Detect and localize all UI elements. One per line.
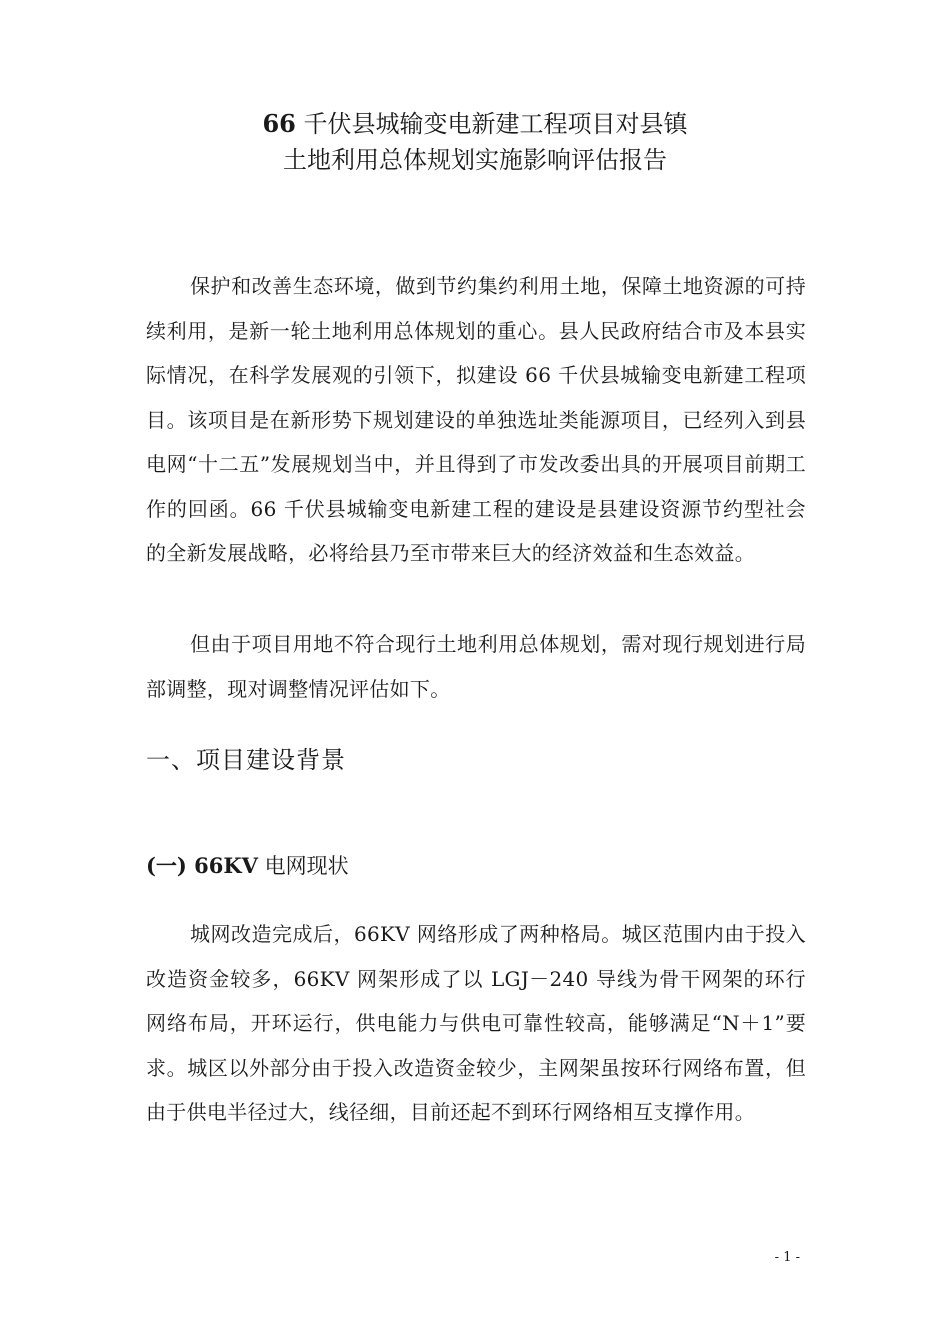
title-line-1-text: 千伏县城输变电新建工程项目对县镇 [295,110,688,138]
subsection-paragraph: 城网改造完成后，66KV 网络形成了两种格局。城区范围内由于投入改造资金较多，66KV 网架形成了以 LGJ－240 导线为骨干网架的环行网络布局，开环运行，供电能力与供电可靠性较高，能够满足“N＋1”要求。城区以外部分由于投入改造资金较少，主网架虽按环行网络布置，但由于供电半径过大，线径细，目前还起不到环行网络相互支撑作用。 [146,922,806,1124]
intro-paragraph-2: 但由于项目用地不符合现行土地利用总体规划，需对现行规划进行局部调整，现对调整情况评估如下。 [146,632,806,701]
subsection-heading-prefix: (一) 66KV [146,853,258,878]
page-number: - 1 - [774,1250,800,1265]
title-line-1 [0,106,950,142]
subsection-heading [146,848,349,884]
document-title [0,106,950,178]
intro-paragraph-1: 保护和改善生态环境，做到节约集约利用土地，保障土地资源的可持续利用，是新一轮土地利用总体规划的重心。县人民政府结合市及本县实际情况，在科学发展观的引领下，拟建设 66 千伏县城输变电新建工程项目。该项目是在新形势下规划建设的单独选址类能源项目，已经列入到县电网“十二五”发展规划当中，并且得到了市发改委出具的开展项目前期工作的回函。66 千伏县城输变电新建工程的建设是县建设资源节约型社会的全新发展战略，必将给县乃至市带来巨大的经济效益和生态效益。 [146,274,806,565]
subsection-heading-text: 电网现状 [257,854,349,878]
section-heading: 一、项目建设背景 [146,746,346,774]
title-number: 66 [262,109,296,138]
title-line-2: 土地利用总体规划实施影响评估报告 [283,146,667,174]
